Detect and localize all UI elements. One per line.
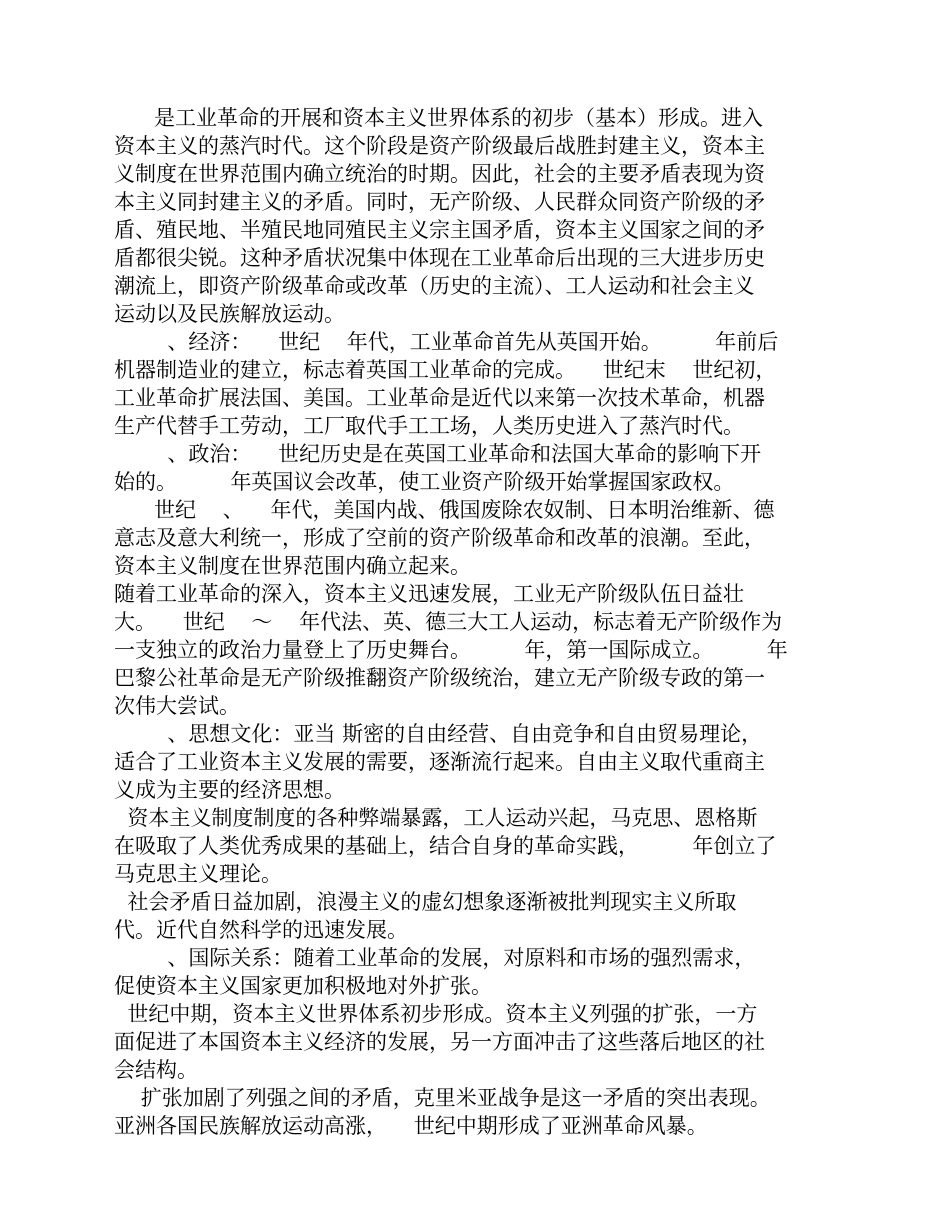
text-line: 机器制造业的建立，标志着英国工业革命的完成。 世纪末 世纪初， bbox=[114, 358, 777, 382]
text-line: 是工业革命的开展和资本主义世界体系的初步（基本）形成。进入 bbox=[114, 106, 764, 130]
text-line: 会结构。 bbox=[114, 1058, 198, 1082]
text-line: 义制度在世界范围内确立统治的时期。因此，社会的主要矛盾表现为资 bbox=[114, 162, 765, 186]
text-line: 本主义同封建主义的矛盾。同时，无产阶级、人民群众同资产阶级的矛 bbox=[114, 190, 765, 214]
text-line: 盾、殖民地、半殖民地同殖民主义宗主国矛盾，资本主义国家之间的矛 bbox=[114, 218, 765, 242]
text-line: 面促进了本国资本主义经济的发展，另一方面冲击了这些落后地区的社 bbox=[114, 1030, 765, 1054]
text-line: 、经济： 世纪 年代，工业革命首先从英国开始。 年前后 bbox=[114, 330, 779, 354]
text-line: 社会矛盾日益加剧，浪漫主义的虚幻想象逐渐被批判现实主义所取 bbox=[114, 890, 737, 914]
text-line: 资本主义制度在世界范围内确立起来。 bbox=[114, 554, 471, 578]
text-line: 、国际关系：随着工业革命的发展，对原料和市场的强烈需求， bbox=[114, 946, 756, 970]
text-line: 、政治： 世纪历史是在英国工业革命和法国大革命的影响下开 bbox=[114, 442, 762, 466]
text-line: 潮流上，即资产阶级革命或改革（历史的主流）、工人运动和社会主义 bbox=[114, 274, 755, 298]
text-line: 生产代替手工劳动，工厂取代手工工场，人类历史进入了蒸汽时代。 bbox=[114, 414, 744, 438]
text-line: 在吸取了人类优秀成果的基础上，结合自身的革命实践， 年创立了 bbox=[114, 834, 777, 858]
text-line: 促使资本主义国家更加积极地对外扩张。 bbox=[114, 974, 492, 998]
text-line: 适合了工业资本主义发展的需要，逐渐流行起来。自由主义取代重商主 bbox=[114, 750, 765, 774]
text-line: 资本主义的蒸汽时代。这个阶段是资产阶级最后战胜封建主义，资本主 bbox=[114, 134, 765, 158]
text-line: 次伟大尝试。 bbox=[114, 694, 240, 718]
text-line: 资本主义制度制度的各种弊端暴露，工人运动兴起，马克思、恩格斯 bbox=[114, 806, 758, 830]
text-line: 、思想文化：亚当 斯密的自由经营、自由竞争和自由贸易理论， bbox=[114, 722, 763, 746]
text-line: 运动以及民族解放运动。 bbox=[114, 302, 345, 326]
text-line: 一支独立的政治力量登上了历史舞台。 年，第一国际成立。 年 bbox=[114, 638, 788, 662]
text-line: 始的。 年英国议会改革，使工业资产阶级开始掌握国家政权。 bbox=[114, 470, 735, 494]
text-line: 亚洲各国民族解放运动高涨， 世纪中期形成了亚洲革命风暴。 bbox=[114, 1114, 708, 1138]
text-line: 世纪 、 年代，美国内战、俄国废除农奴制、日本明治维新、德 bbox=[114, 498, 775, 522]
text-line: 意志及意大利统一，形成了空前的资产阶级革命和改革的浪潮。至此， bbox=[114, 526, 765, 550]
text-line: 随着工业革命的深入，资本主义迅速发展，工业无产阶级队伍日益壮 bbox=[114, 582, 744, 606]
text-line: 马克思主义理论。 bbox=[114, 862, 282, 886]
text-line: 代。近代自然科学的迅速发展。 bbox=[114, 918, 408, 942]
text-line: 大。 世纪 ～ 年代法、英、德三大工人运动，标志着无产阶级作为 bbox=[114, 610, 783, 634]
text-line: 工业革命扩展法国、美国。工业革命是近代以来第一次技术革命，机器 bbox=[114, 386, 765, 410]
text-line: 义成为主要的经济思想。 bbox=[114, 778, 345, 802]
text-line: 世纪中期，资本主义世界体系初步形成。资本主义列强的扩张，一方 bbox=[114, 1002, 758, 1026]
text-line: 巴黎公社革命是无产阶级推翻资产阶级统治，建立无产阶级专政的第一 bbox=[114, 666, 765, 690]
text-line: 盾都很尖锐。这种矛盾状况集中体现在工业革命后出现的三大进步历史 bbox=[114, 246, 765, 270]
text-line: 扩张加剧了列强之间的矛盾，克里米亚战争是这一矛盾的突出表现。 bbox=[114, 1086, 771, 1110]
